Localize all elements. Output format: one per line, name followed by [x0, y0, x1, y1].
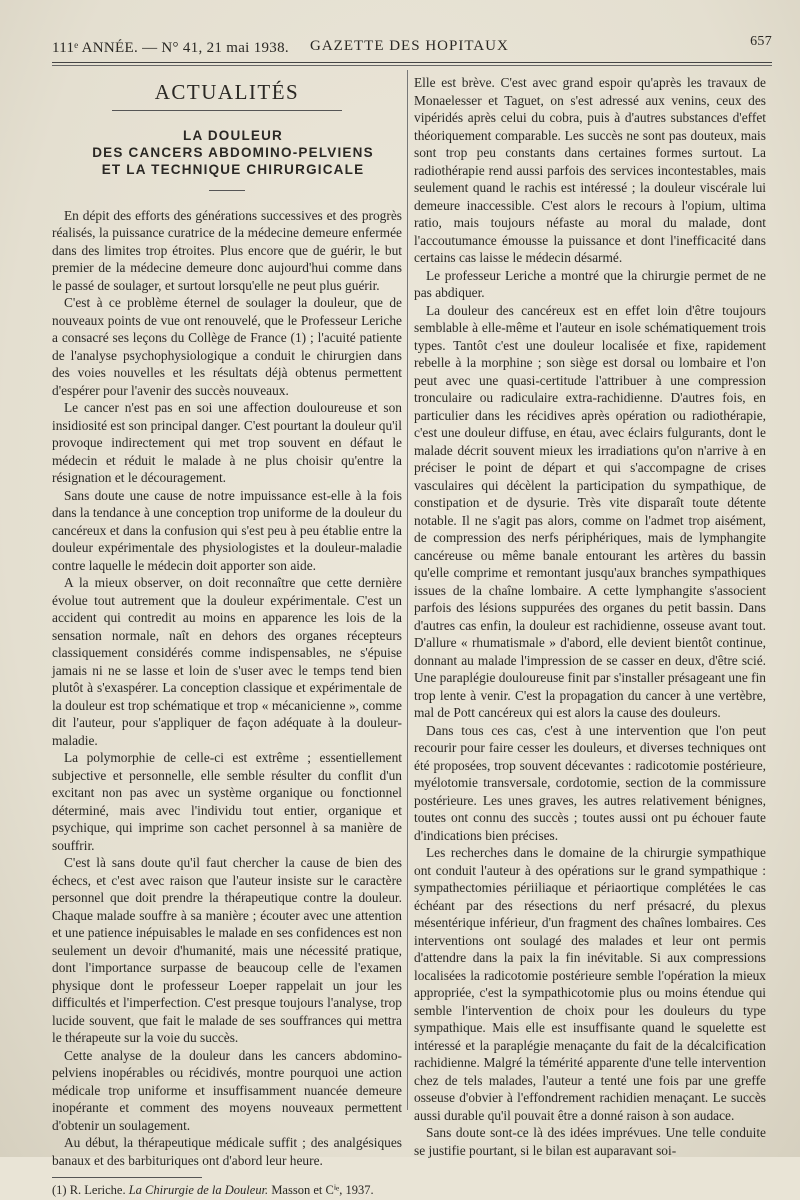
footnote-prefix: (1) R. Leriche. [52, 1183, 126, 1197]
paragraph: Les recherches dans le domaine de la chirurgie sympathique ont conduit l'auteur à des opérations sur le grand sympathique : sympathectomies périiliaque et périaortique complétées le cas échéant par des résections du nerf présacré, du plexus mésentérique inférieur, d'un fragment des chaînes lombaires. Ces interventions ont soulagé des malades et leur ont permis d'attendre dans la paix la fin inévitable. Si aux compressions localisées la radicotomie postérieure semble l'opération la mieux appropriée, c'est la sympathicotomie plus ou moins étendue qui semble l'intervention de choix pour les douleurs du type sympathique. Mais elle est insuffisante quand le squelette est intéressé et la paraplégie menaçante du fait de la décalcification rachidienne. Malgré la témérité apparente d'une telle intervention chez de tels malades, l'auteur a tenté une fois par une greffe osseuse d'obvier à l'effondrement rachidien menaçant. Le succès aussi durable qu'il pouvait être a donné raison à son audace. [414, 845, 766, 1123]
headline-line-2: DES CANCERS ABDOMINO-PELVIENS [92, 144, 374, 160]
page-number: 657 [750, 34, 772, 49]
paragraph: C'est à ce problème éternel de soulager la douleur, que de nouveaux points de vue ont renouvelé, que le Professeur Leriche a consacré ses leçons du Collège de France (1) ; l'acuité patiente de l'analyse psychophysiologique a conduit le chirurgien dans des voies nouvelles et les résultats déjà obtenus permettent d'espérer pour l'avenir des succès nouveaux. [52, 295, 402, 398]
headline-line-1: LA DOULEUR [183, 127, 283, 143]
section-title: ACTUALITÉS [154, 80, 300, 104]
paragraph: Sans doute une cause de notre impuissance est-elle à la fois dans la tendance à une conception trop uniforme de la douleur du cancéreux et dans la confusion qui s'est peu à peu établie entre la douleur expérimentale des physiologistes et la douleur-maladie contre laquelle le médecin doit apporter son aide. [52, 487, 402, 573]
paragraph: C'est là sans doute qu'il faut chercher la cause de bien des échecs, et c'est avec raison que l'auteur insiste sur le caractère personnel que doit prendre la thérapeutique contre la douleur. Chaque malade souffre à sa manière ; écouter avec une attention et une patience inépuisables le malade en ses confidences est non seulement un devoir d'humanité, mais une nécessité pratique, dont l'importance surpasse de beaucoup celle de l'examen physique dont le professeur Loeper rappelait un jour les difficultés et l'imperfection. C'est presque toujours l'analyse, trop lucide souvent, que fait le malade de ses souffrances qui mettra le thérapeute sur la voie du succès. [52, 855, 402, 1045]
paragraph: Dans tous ces cas, c'est à une intervention que l'on peut recourir pour faire cesser les douleurs, et diverses techniques ont été proposées, trop souvent décevantes : radicotomie postérieure, myélotomie transversale, cordotomie, section de la commissure postérieure. Les unes graves, les autres relativement bénignes, toutes ont connu des succès ; toutes aussi ont pu échouer faute d'indications bien précises. [414, 722, 766, 843]
headline-line-3: ET LA TECHNIQUE CHIRURGICALE [101, 161, 365, 177]
paragraph: Le cancer n'est pas en soi une affection douloureuse et son insidiosité est son principal danger. C'est pourtant la douleur qu'il provoque indirectement qui met trop souvent en défaut le médecin et réduit le malade à ne plus choisir qu'entre la résignation et le découragement. [52, 400, 402, 485]
running-header [52, 34, 772, 60]
footnote-title: La Chirurgie de la Douleur. [128, 1183, 269, 1197]
paragraph: Cette analyse de la douleur dans les cancers abdomino-pelviens inopérables ou récidivés, montre pourquoi une action médicale trop uniforme et insuffisamment nuancée demeure inopérante et comment des moyens nouveaux permettent d'obtenir un soulagement. [52, 1047, 402, 1133]
paragraph: Le professeur Leriche a montré que la chirurgie permet de ne pas abdiquer. [414, 267, 766, 300]
paragraph: La douleur des cancéreux est en effet loin d'être toujours semblable à elle-même et l'auteur en isole schématiquement trois types. Tantôt c'est une douleur localisée et fixe, rapidement rebelle à la morphine ; son siège est dorsal ou lombaire et l'on peut avec une quasi-certitude l'attribuer à une compression tronculaire ou radiculaire extra-rachidienne. D'autres fois, en particulier dans les récidives après opération ou radiothérapie, c'est une douleur diffuse, en étau, avec éclairs fulgurants, dont le malade décrit souvent mieux les irradiations qu'on n'arrive à en préciser le point de départ et qui s'accompagne de crises vasculaires qui décèlent la participation du sympathique, de constipation et de dysurie. Très vite disparaît toute détente notable. Il ne s'agit pas alors, comme on l'admet trop aisément, de compression des nerfs périphériques, mais de lymphangite cancéreuse ou même banale entourant les artères du bassin qu'elle comprime et remontant jusqu'aux branches sympathiques issues de la chaîne lombaire. A cette lymphangite s'associent parfois des lésions suppurées des organes du petit bassin. Dans d'autres cas enfin, la douleur est rachidienne, osseuse avant tout. D'allure « rhumatismale » d'abord, elle devient bientôt continue, donnant au malade l'impression de se casser en deux, d'être scié. Une paraplégie douloureuse finit par s'installer présageant une fin trop lente à venir. C'est la propagation du cancer à une vertèbre, mal de Pott cancéreux qui est alors la cause des douleurs. [414, 302, 766, 720]
paragraph: La polymorphie de celle-ci est extrême ; essentiellement subjective et personnelle, elle semble résulter du conflit d'un excitant non pas avec un système organique ou fonctionnel déterminé, mais avec l'individu tout entier, organique et psychique, qui imprime son cachet personnel à sa manière de souffrir. [52, 750, 402, 853]
footnote-rule [52, 1177, 202, 1178]
section-rule [112, 110, 342, 111]
header-rule [52, 62, 772, 63]
left-column [52, 74, 402, 1200]
paragraph: Au début, la thérapeutique médicale suffit ; des analgésiques banaux et des barbituriques ont d'abord leur heure. [52, 1135, 402, 1168]
paragraph: Elle est brève. C'est avec grand espoir qu'après les travaux de Monaelesser et Taguet, on s'est adressé aux venins, ceux des vipéridés après celui du cobra, puis à d'autres substances d'effet théoriquement comparable. Les succès ne sont pas douteux, mais sont trop peu constants dans certaines formes surtout. La radiothérapie rend aussi parfois des services incontestables, mais seulement quand le rachis est intéressé ; la douleur viscérale lui demeure inaccessible. C'est alors le recours à l'opium, ultima ratio, mais toujours néfaste au moral du malade, dont l'accoutumance émousse la puissance et dont l'inefficacité dans certains cas laisse le médecin désarmé. [414, 75, 766, 265]
paragraph: Sans doute sont-ce là des idées imprévues. Une telle conduite se justifie pourtant, si le bilan est auparavant soi- [414, 1125, 766, 1158]
headline-rule [209, 190, 245, 191]
right-column [414, 74, 766, 1159]
footnote [52, 1182, 402, 1200]
journal-title: GAZETTE DES HOPITAUX [310, 38, 509, 54]
column-divider [407, 70, 408, 1110]
footnote-publisher: Masson et Cⁱᵉ, 1937. [271, 1183, 374, 1197]
paragraph: En dépit des efforts des générations successives et des progrès réalisés, la puissance curatrice de la médecine demeure enfermée dans des limites trop étroites. Plus encore que de guérir, le but premier de la médecine demeure donc aujourd'hui comme dans le passé de soulager, et surtout lorsqu'elle ne peut plus guérir. [52, 207, 402, 293]
paragraph: A la mieux observer, on doit reconnaître que cette dernière évolue tout autrement que la douleur expérimentale. C'est un accident qui contredit au moins en apparence les lois de la sensation normale, naît en dehors des organes récepteurs classiquement considérés comme indispensables, ne s'épuise jamais ni ne se lasse et loin de s'user avec le temps tend bien plutôt à s'exaspérer. La conception classique et expérimentale de la douleur est trop schématique et trop « mécanicienne », comme dit l'auteur, pour s'appliquer de façon adéquate à la douleur-maladie. [52, 575, 402, 748]
issue-info: 111ᵉ ANNÉE. — N° 41, 21 mai 1938. [52, 40, 289, 56]
header-rule-secondary [52, 65, 772, 66]
